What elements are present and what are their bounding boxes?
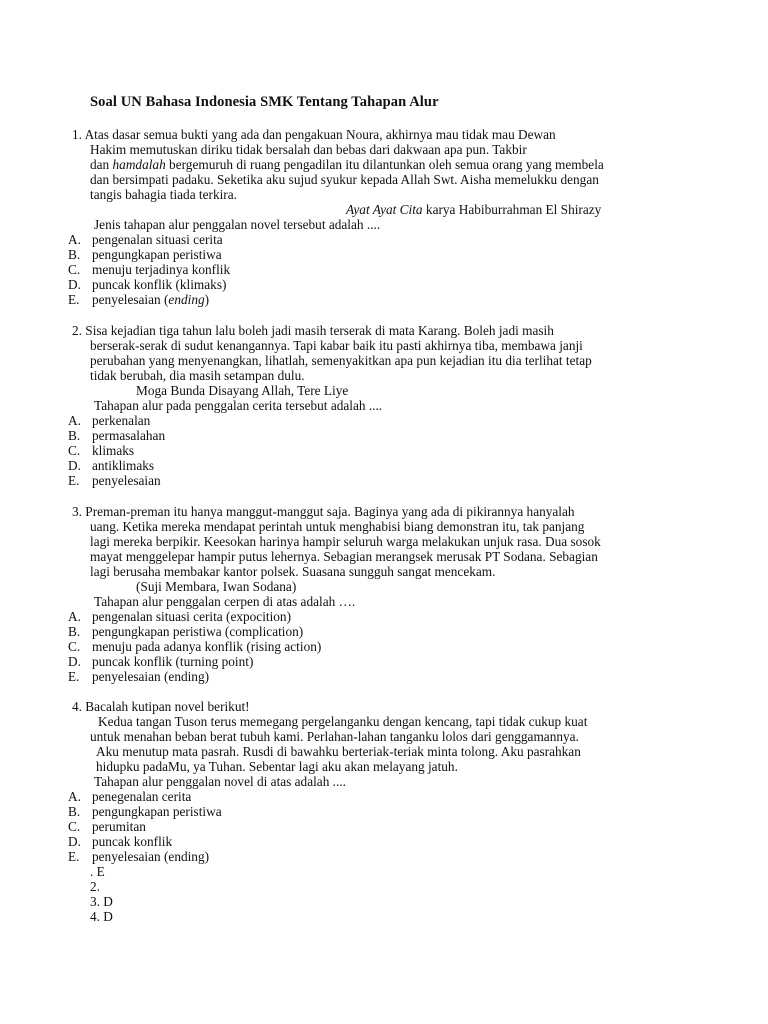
option-letter: A. bbox=[68, 789, 81, 804]
answer-2: 2. bbox=[90, 879, 100, 894]
question-1-source bbox=[346, 202, 601, 217]
option-text: pengenalan situasi cerita (expocition) bbox=[92, 609, 292, 624]
question-1-line-3 bbox=[90, 157, 604, 172]
option-letter: E. bbox=[68, 473, 80, 488]
question-3-source: (Suji Membara, Iwan Sodana) bbox=[136, 579, 297, 594]
page-title: Soal UN Bahasa Indonesia SMK Tentang Tahapan Alur bbox=[90, 94, 439, 110]
option-letter: B. bbox=[68, 804, 81, 819]
question-3-line-1: 3. Preman-preman itu hanya manggut-manggut saja. Baginya yang ada di pikirannya hanyalah bbox=[72, 504, 575, 519]
option-letter: E. bbox=[68, 669, 80, 684]
option-letter: E. bbox=[68, 849, 80, 864]
question-3-line-2: uang. Ketika mereka mendapat perintah untuk menghabisi biang demonstran itu, tak panjang bbox=[90, 519, 585, 534]
question-3-line-5: lagi berusaha membakar kantor polsek. Suasana sungguh sangat mencekam. bbox=[90, 564, 496, 579]
option-text-italic: ending bbox=[168, 292, 205, 307]
question-2-line-1: 2. Sisa kejadian tiga tahun lalu boleh jadi masih terserak di mata Karang. Boleh jadi masih bbox=[72, 323, 554, 338]
question-4-line-3: untuk menahan beban berat tubuh kami. Perlahan-lahan tanganku lolos dari genggamannya. bbox=[90, 729, 579, 744]
question-1-italic-word: hamdalah bbox=[112, 157, 166, 172]
question-2-line-2: berserak-serak di sudut kenangannya. Tapi kabar baik itu pasti akhirnya tiba, membawa janji bbox=[90, 338, 583, 353]
option-text: menuju terjadinya konflik bbox=[92, 262, 231, 277]
option-text: penyelesaian bbox=[92, 473, 161, 488]
option-text-end: ) bbox=[204, 292, 210, 307]
question-2-line-4: tidak berubah, dia masih setampan dulu. bbox=[90, 368, 305, 383]
option-letter: A. bbox=[68, 232, 81, 247]
question-1-prompt: Jenis tahapan alur penggalan novel tersebut adalah .... bbox=[94, 217, 381, 232]
option-text: perkenalan bbox=[92, 413, 151, 428]
option-text bbox=[92, 292, 209, 307]
option-text: puncak konflik bbox=[92, 834, 173, 849]
question-4-line-1: 4. Bacalah kutipan novel berikut! bbox=[72, 699, 250, 714]
question-4-prompt: Tahapan alur penggalan novel di atas adalah .... bbox=[94, 774, 346, 789]
question-3-line-3: lagi mereka berpikir. Keesokan harinya hampir seluruh warga melakukan unjuk rasa. Dua sosok bbox=[90, 534, 601, 549]
question-4-line-4: Aku menutup mata pasrah. Rusdi di bawahku berteriak-teriak minta tolong. Aku pasrahkan bbox=[96, 744, 581, 759]
option-text: menuju pada adanya konflik (rising action) bbox=[92, 639, 322, 654]
question-1-line-1: 1. Atas dasar semua bukti yang ada dan pengakuan Noura, akhirnya mau tidak mau Dewan bbox=[72, 127, 556, 142]
question-1-line-4: dan bersimpati padaku. Seketika aku sujud syukur kepada Allah Swt. Aisha memelukku dengan bbox=[90, 172, 599, 187]
option-text: pengungkapan peristiwa bbox=[92, 247, 222, 262]
option-letter: B. bbox=[68, 428, 81, 443]
question-2-prompt: Tahapan alur pada penggalan cerita tersebut adalah .... bbox=[94, 398, 383, 413]
option-text: klimaks bbox=[92, 443, 135, 458]
question-1-line-5: tangis bahagia tiada terkira. bbox=[90, 187, 237, 202]
option-letter: B. bbox=[68, 247, 81, 262]
option-text: pengungkapan peristiwa (complication) bbox=[92, 624, 304, 639]
answer-4: 4. D bbox=[90, 909, 113, 924]
question-3-prompt: Tahapan alur penggalan cerpen di atas adalah …. bbox=[94, 594, 356, 609]
option-text-start: penyelesaian ( bbox=[92, 292, 169, 307]
option-text: permasalahan bbox=[92, 428, 166, 443]
option-letter: C. bbox=[68, 262, 81, 277]
option-text: penyelesaian (ending) bbox=[92, 669, 210, 684]
answer-1: . E bbox=[90, 864, 105, 879]
answer-3: 3. D bbox=[90, 894, 113, 909]
option-letter: A. bbox=[68, 609, 81, 624]
question-1-source-title: Ayat Ayat Cita bbox=[346, 202, 423, 217]
question-4-line-2: Kedua tangan Tuson terus memegang pergelanganku dengan kencang, tapi tidak cukup kuat bbox=[98, 714, 588, 729]
option-letter: C. bbox=[68, 639, 81, 654]
option-text: perumitan bbox=[92, 819, 146, 834]
option-text: puncak konflik (turning point) bbox=[92, 654, 254, 669]
option-text: puncak konflik (klimaks) bbox=[92, 277, 227, 292]
question-1-source-author: karya Habiburrahman El Shirazy bbox=[422, 202, 602, 217]
option-letter: D. bbox=[68, 654, 81, 669]
question-1-line-3-start: dan bbox=[90, 157, 113, 172]
option-letter: E. bbox=[68, 292, 80, 307]
question-2-source: Moga Bunda Disayang Allah, Tere Liye bbox=[136, 383, 349, 398]
option-text: penyelesaian (ending) bbox=[92, 849, 210, 864]
option-text: pengenalan situasi cerita bbox=[92, 232, 223, 247]
question-3-line-4: mayat menggelepar hampir putus lehernya. Sebagian merangsek merusak PT Sodana. Sebagian bbox=[90, 549, 598, 564]
option-letter: C. bbox=[68, 819, 81, 834]
option-text: pengungkapan peristiwa bbox=[92, 804, 222, 819]
question-1-line-2: Hakim memutuskan diriku tidak bersalah dan bebas dari dakwaan apa pun. Takbir bbox=[90, 142, 527, 157]
option-letter: D. bbox=[68, 834, 81, 849]
question-4-line-5: hidupku padaMu, ya Tuhan. Sebentar lagi aku akan melayang jatuh. bbox=[96, 759, 458, 774]
option-letter: A. bbox=[68, 413, 81, 428]
option-letter: D. bbox=[68, 458, 81, 473]
question-2-line-3: perubahan yang menyenangkan, lihatlah, semenyakitkan apa pun kejadian itu dia terlihat tetap bbox=[90, 353, 592, 368]
question-1-line-3-end: bergemuruh di ruang pengadilan itu dilantunkan oleh semua orang yang membela bbox=[165, 157, 604, 172]
option-letter: B. bbox=[68, 624, 81, 639]
option-text: penegenalan cerita bbox=[92, 789, 192, 804]
option-text: antiklimaks bbox=[92, 458, 155, 473]
option-letter: C. bbox=[68, 443, 81, 458]
option-letter: D. bbox=[68, 277, 81, 292]
